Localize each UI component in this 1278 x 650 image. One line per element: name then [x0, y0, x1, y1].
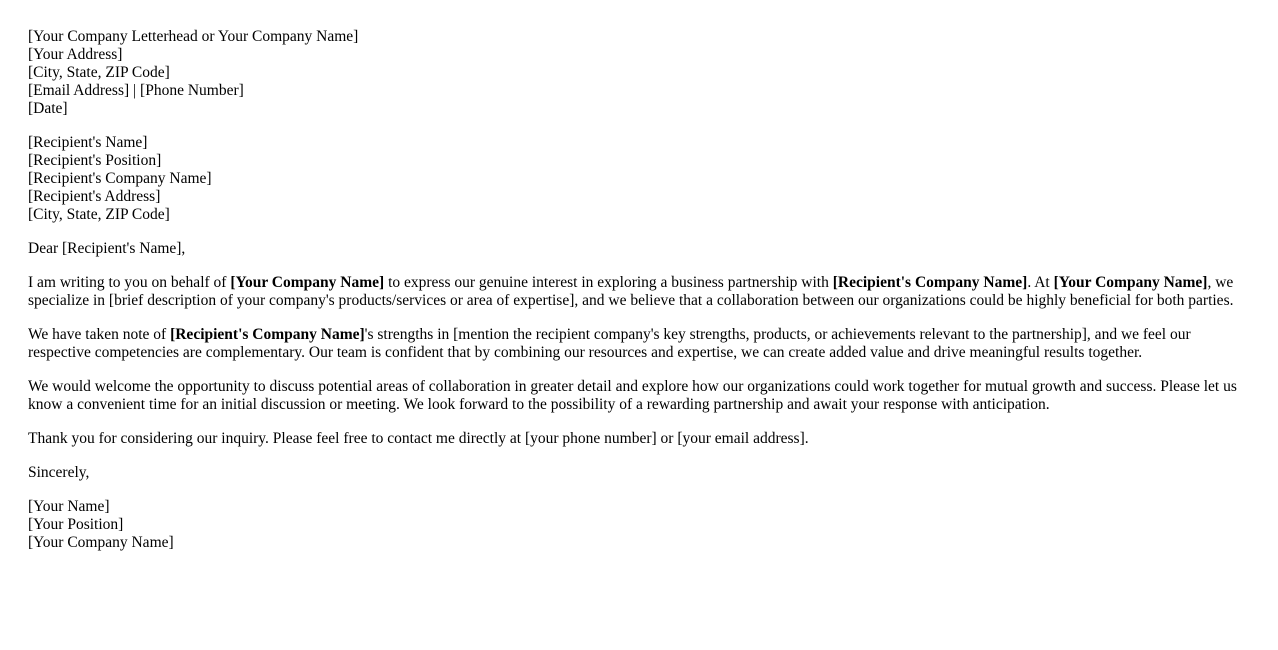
recipient-name: [Recipient's Name]: [28, 134, 148, 151]
sender-company: [Your Company Letterhead or Your Company Name]: [28, 28, 359, 45]
recipient-company: [Recipient's Company Name]: [28, 170, 212, 187]
sender-city-state-zip: [City, State, ZIP Code]: [28, 64, 170, 81]
paragraph-intro-text-3: . At: [1027, 274, 1054, 291]
paragraph-intro-text-1: I am writing to you on behalf of: [28, 274, 231, 291]
sender-phone: [Phone Number]: [140, 82, 244, 99]
recipient-city-state-zip: [City, State, ZIP Code]: [28, 206, 170, 223]
recipient-company-name-bold: [Recipient's Company Name]: [832, 274, 1028, 291]
paragraph-collaboration: We would welcome the opportunity to discuss potential areas of collaboration in greater detail and explore how our organizations could work together for mutual growth and success. Please let us know a convenient time for an initial discussion or meeting. We look forward to the possibility of a rewarding partnership and await your response with anticipation.: [28, 378, 1237, 413]
your-company-name-bold-2: [Your Company Name]: [1053, 274, 1208, 291]
signature-position: [Your Position]: [28, 516, 124, 533]
closing: Sincerely,: [28, 464, 90, 481]
signature-block: [28, 498, 1250, 552]
sender-email: [Email Address]: [28, 82, 130, 99]
recipient-block: [28, 134, 1250, 224]
recipient-position: [Recipient's Position]: [28, 152, 162, 169]
sender-address: [Your Address]: [28, 46, 123, 63]
paragraph-strengths-text-2: 's strengths in [mention the recipient company's key strengths, products, or achievements relevant to the partnership], and we feel our respective competencies are complementary. Our team is confident that by combining our resources and expertise, we can create added value and drive meaningful results together.: [28, 326, 1191, 361]
signature-name: [Your Name]: [28, 498, 110, 515]
paragraph-intro-text-2: to express our genuine interest in exploring a business partnership with: [384, 274, 833, 291]
recipient-company-name-bold-2: [Recipient's Company Name]: [170, 326, 365, 343]
paragraph-intro: [28, 274, 1250, 310]
your-company-name-bold: [Your Company Name]: [230, 274, 385, 291]
contact-separator: |: [129, 82, 141, 99]
recipient-address: [Recipient's Address]: [28, 188, 161, 205]
paragraph-intro-text-4: , we specialize in [brief description of your company's products/services or area of expertise], and we believe that a collaboration between our organizations could be highly beneficial for both parties.: [28, 274, 1234, 309]
signature-company: [Your Company Name]: [28, 534, 174, 551]
paragraph-strengths: [28, 326, 1250, 362]
paragraph-strengths-text-1: We have taken note of: [28, 326, 171, 343]
letter-date: [Date]: [28, 100, 68, 117]
paragraph-thanks: Thank you for considering our inquiry. Please feel free to contact me directly at [your phone number] or [your email address].: [28, 430, 809, 447]
sender-block: [28, 28, 1250, 118]
sender-contact-line: [28, 82, 1250, 100]
salutation: Dear [Recipient's Name],: [28, 240, 186, 257]
